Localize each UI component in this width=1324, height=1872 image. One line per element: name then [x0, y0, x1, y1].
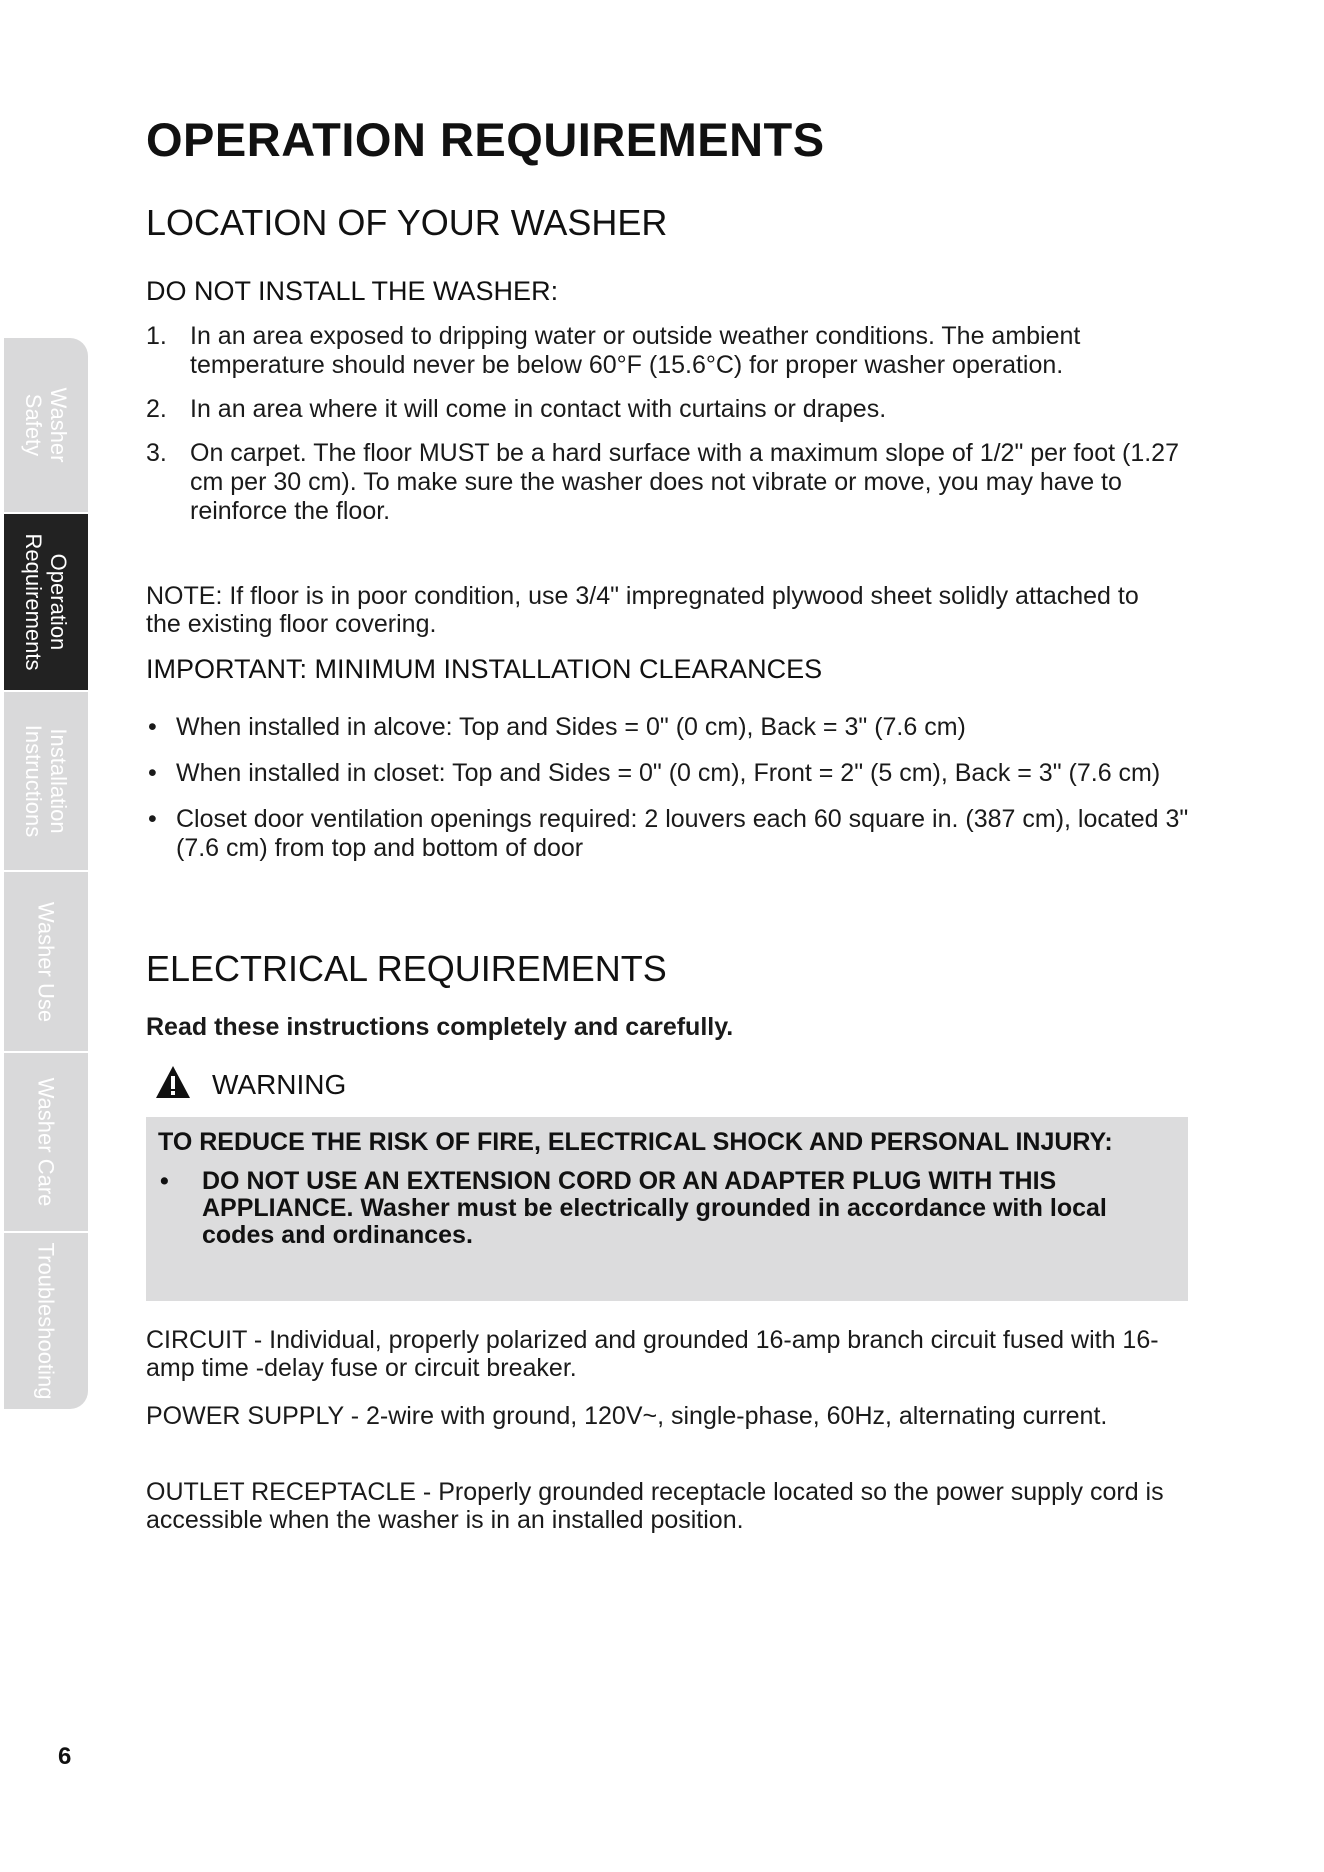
bullet-icon: • [148, 759, 157, 787]
side-tab-washer-safety[interactable] [4, 338, 88, 514]
side-tab-label [34, 901, 59, 1021]
clearances-list [146, 713, 1206, 880]
bullet-icon: • [148, 805, 157, 833]
warning-box [146, 1117, 1188, 1301]
side-tab-washer-use[interactable] [4, 872, 88, 1053]
warning-bullet-text: DO NOT USE AN EXTENSION CORD OR AN ADAPTER PLUG WITH THIS APPLIANCE. Washer must be electrically grounded in accordance with local codes and ordinances. [202, 1167, 1107, 1249]
list-item-text: In an area exposed to dripping water or outside weather conditions. The ambient temperature should never be below 60°F (15.6°C) for proper washer operation. [190, 322, 1081, 379]
bullet-icon: • [160, 1167, 169, 1195]
side-tab-label-line: Washer Care [33, 1077, 59, 1207]
warning-label: WARNING [212, 1068, 347, 1100]
list-item [146, 322, 1206, 380]
warning-bullet [158, 1168, 1174, 1249]
list-item [146, 395, 1206, 424]
outlet-receptacle-requirement: OUTLET RECEPTACLE - Properly grounded receptacle located so the power supply cord is accessible when the washer is in an installed position. [146, 1478, 1164, 1534]
side-tab-label-line: Washer Use [33, 901, 59, 1022]
list-item-text: When installed in alcove: Top and Sides = 0" (0 cm), Back = 3" (7.6 cm) [176, 713, 966, 741]
side-tab-label-line: Safety [21, 393, 46, 457]
location-heading: LOCATION OF YOUR WASHER [146, 202, 668, 243]
side-tab-troubleshooting[interactable] [4, 1233, 88, 1409]
warning-header [154, 1064, 346, 1105]
side-tab-label-line: Requirements [21, 533, 46, 671]
list-item [146, 439, 1206, 526]
side-tab-label-line: Installation [46, 728, 71, 834]
side-tab-label-line: Troubleshooting [33, 1242, 59, 1400]
list-item-text: Closet door ventilation openings required: 2 louvers each 60 square in. (387 cm), located 3" (7.6 cm) from top and bottom of door [176, 805, 1189, 862]
side-tab-label-line: Washer [46, 387, 71, 463]
list-item-text: When installed in closet: Top and Sides = 0" (0 cm), Front = 2" (5 cm), Back = 3" (7.6 cm) [176, 759, 1161, 787]
side-tab-nav [4, 338, 88, 1409]
page-title: OPERATION REQUIREMENTS [146, 113, 825, 166]
list-item-number: 1. [146, 322, 167, 350]
side-tab-label-line: Operation [46, 553, 71, 651]
list-item-text: On carpet. The floor MUST be a hard surface with a maximum slope of 1/2" per foot (1.27 cm per 30 cm). To make sure the washer does not vibrate or move, you may have to reinforce the floor. [190, 439, 1179, 525]
side-tab-label [21, 534, 71, 671]
circuit-requirement: CIRCUIT - Individual, properly polarized and grounded 16-amp branch circuit fused with 16-amp time -delay fuse or circuit breaker. [146, 1326, 1159, 1382]
side-tab-label [34, 1243, 59, 1400]
side-tab-label [34, 1078, 59, 1207]
power-supply-requirement: POWER SUPPLY - 2-wire with ground, 120V~, single-phase, 60Hz, alternating current. [146, 1402, 1108, 1430]
do-not-install-heading: DO NOT INSTALL THE WASHER: [146, 276, 559, 306]
side-tab-label-line: Instructions [21, 724, 46, 838]
side-tab-operation-requirements[interactable] [4, 514, 88, 692]
bullet-icon: • [148, 713, 157, 741]
side-tab-label [21, 725, 71, 838]
side-tab-label [21, 388, 71, 463]
list-item [146, 759, 1206, 788]
read-instructions-line: Read these instructions completely and carefully. [146, 1013, 734, 1041]
list-item-text: In an area where it will come in contact with curtains or drapes. [190, 395, 887, 423]
floor-note: NOTE: If floor is in poor condition, use 3/4" impregnated plywood sheet solidly attached to the existing floor covering. [146, 582, 1139, 638]
page-number: 6 [58, 1743, 72, 1770]
clearances-heading: IMPORTANT: MINIMUM INSTALLATION CLEARANCES [146, 654, 823, 684]
list-item [146, 713, 1206, 742]
side-tab-installation-instructions[interactable] [4, 692, 88, 872]
do-not-install-list [146, 322, 1206, 541]
side-tab-washer-care[interactable] [4, 1053, 88, 1233]
warning-title: TO REDUCE THE RISK OF FIRE, ELECTRICAL SHOCK AND PERSONAL INJURY: [158, 1128, 1113, 1156]
list-item-number: 2. [146, 395, 167, 423]
list-item [146, 805, 1206, 863]
warning-triangle-icon [154, 1064, 192, 1105]
electrical-heading: ELECTRICAL REQUIREMENTS [146, 948, 667, 989]
list-item-number: 3. [146, 439, 167, 467]
